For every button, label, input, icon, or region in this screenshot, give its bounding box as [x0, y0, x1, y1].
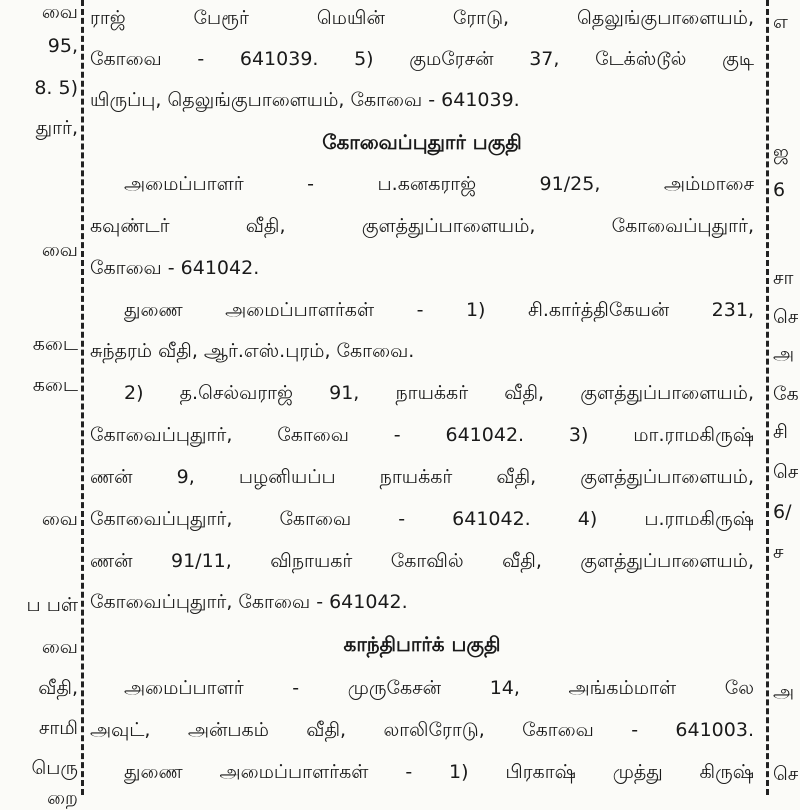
- article-line: யிருப்பு, தெலுங்குபாளையம், கோவை - 641039.: [90, 89, 520, 111]
- left-fragment: வை: [41, 239, 78, 261]
- right-fragment: அ: [773, 343, 795, 365]
- right-fragment: 6: [773, 179, 786, 201]
- article-line: அவுட், அன்பகம் வீதி, லாலிரோடு, கோவை - 641003.: [90, 719, 754, 741]
- left-fragment: சாமி: [38, 717, 78, 739]
- left-fragment: வை: [41, 1, 78, 23]
- main-article-column: [84, 0, 767, 795]
- right-fragment: எ: [773, 11, 788, 33]
- right-fragment: செ: [773, 461, 799, 483]
- article-line: ணன் 9, பழனியப்ப நாயக்கர் வீதி, குளத்துப்பாளையம்,: [90, 466, 754, 488]
- right-fragment: செ: [773, 306, 799, 328]
- left-column-fragments: [0, 0, 84, 809]
- right-fragment: ச: [773, 541, 784, 563]
- left-fragment: வை: [41, 508, 78, 530]
- right-fragment: சா: [773, 267, 794, 289]
- article-line: கோவை - 641039. 5) குமரேசன் 37, டேக்ஸ்டூல் குடி: [90, 48, 754, 70]
- article-line: சுந்தரம் வீதி, ஆர்.எஸ்.புரம், கோவை.: [90, 340, 415, 362]
- left-fragment: துார்,: [35, 117, 78, 139]
- left-fragment: பெரு: [31, 757, 78, 779]
- right-column-fragments: [767, 0, 800, 795]
- left-fragment: கடை: [32, 333, 78, 355]
- right-fragment: 6/: [773, 501, 792, 523]
- article-line: துணை அமைப்பாளர்கள் - 1) சி.கார்த்திகேயன் 231,: [124, 299, 754, 321]
- left-fragment: வை: [41, 636, 78, 658]
- article-line: கோவைப்புதுார், கோவை - 641042. 3) மா.ராமகிருஷ்: [90, 424, 754, 446]
- article-line: 2) த.செல்வராஜ் 91, நாயக்கர் வீதி, குளத்துப்பாளையம்,: [124, 382, 754, 404]
- article-line: அமைப்பாளர் - முருகேசன் 14, அங்கம்மாள் லே: [124, 677, 754, 699]
- article-line: துணை அமைப்பாளர்கள் - 1) பிரகாஷ் முத்து கிருஷ்: [124, 761, 754, 783]
- article-line: ணன் 91/11, விநாயகர் கோவில் வீதி, குளத்துப்பாளையம்,: [90, 550, 754, 572]
- right-fragment: அ: [773, 681, 795, 703]
- right-fragment: கே: [773, 383, 799, 405]
- article-line: கோவை - 641042.: [90, 257, 260, 279]
- right-fragment: சி: [773, 421, 788, 443]
- left-fragment: 95,: [47, 35, 78, 57]
- left-fragment: கடை: [32, 374, 78, 396]
- left-fragment: ப பள்: [26, 594, 78, 616]
- section-heading-kovaipudur: கோவைப்புதுார் பகுதி: [322, 130, 522, 154]
- left-fragment: 8. 5): [34, 77, 78, 99]
- article-line: கவுண்டர் வீதி, குளத்துப்பாளையம், கோவைப்புதுார்,: [90, 215, 754, 237]
- article-line: கோவைப்புதுார், கோவை - 641042.: [90, 591, 408, 613]
- right-fragment: செ: [773, 763, 799, 785]
- left-fragment: வீதி,: [38, 677, 78, 699]
- right-fragment: ஜ: [773, 141, 789, 163]
- article-line: ராஜ் பேரூர் மெயின் ரோடு, தெலுங்குபாளையம்,: [90, 7, 754, 29]
- section-heading-gandhipark: காந்திபார்க் பகுதி: [343, 632, 501, 656]
- article-line: அமைப்பாளர் - ப.கனகராஜ் 91/25, அம்மாசை: [124, 173, 754, 195]
- left-fragment: றை: [47, 787, 78, 809]
- article-line: கோவைப்புதுார், கோவை - 641042. 4) ப.ராமகிருஷ்: [90, 508, 754, 530]
